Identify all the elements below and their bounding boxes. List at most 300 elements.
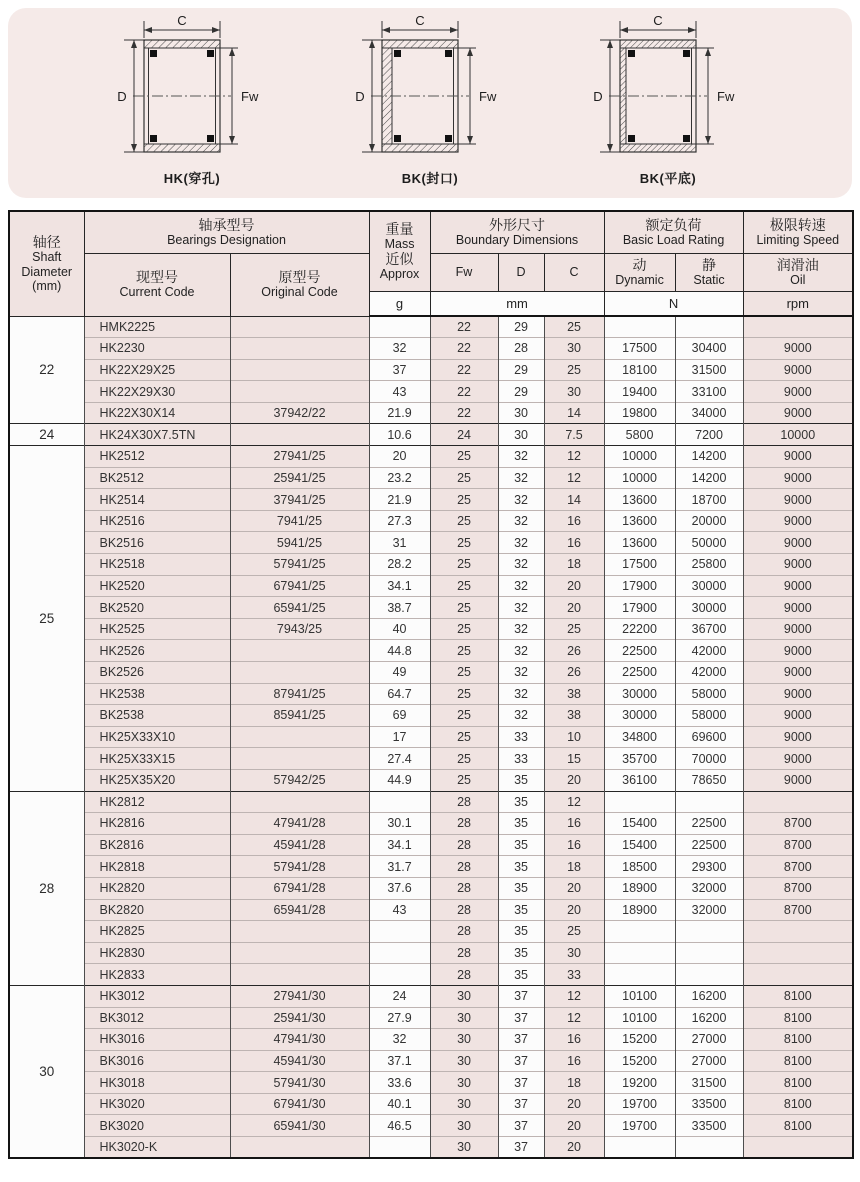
bearing-section-bk-sealed-drawing	[324, 14, 536, 172]
table-row	[9, 381, 853, 403]
c-cell: 33	[544, 964, 604, 986]
d-cell: 30	[498, 424, 544, 446]
mass-cell: 37.6	[369, 877, 430, 899]
header-shaft-en1: Shaft	[32, 250, 62, 265]
mass-cell: 64.7	[369, 683, 430, 705]
dynamic-load-cell: 15200	[604, 1050, 675, 1072]
speed-cell: 9000	[743, 769, 853, 791]
c-cell: 16	[544, 510, 604, 532]
mass-cell: 24	[369, 985, 430, 1007]
dynamic-load-cell	[604, 964, 675, 986]
c-cell: 25	[544, 359, 604, 381]
fw-cell: 22	[430, 402, 498, 424]
header-dynamic-en: Dynamic	[615, 272, 664, 287]
table-row	[9, 985, 853, 1007]
original-code-cell: 65941/25	[230, 597, 369, 619]
bearing-section-hk-drawing	[86, 14, 298, 172]
c-cell: 14	[544, 402, 604, 424]
header-mass	[369, 211, 430, 291]
fw-cell: 30	[430, 1137, 498, 1159]
original-code-cell	[230, 640, 369, 662]
table-row	[9, 726, 853, 748]
header-d: D	[498, 253, 544, 291]
dynamic-load-cell: 15400	[604, 834, 675, 856]
original-code-cell: 45941/28	[230, 834, 369, 856]
d-cell: 32	[498, 446, 544, 468]
header-static-zh: 静	[702, 256, 717, 273]
shaft-diameter-cell: 28	[9, 791, 84, 985]
header-designation	[84, 211, 369, 253]
header-shaft-en3: (mm)	[32, 278, 62, 293]
speed-cell: 9000	[743, 662, 853, 684]
c-cell: 18	[544, 1072, 604, 1094]
original-code-cell	[230, 662, 369, 684]
table-row	[9, 877, 853, 899]
original-code-cell	[230, 338, 369, 360]
mass-cell: 44.8	[369, 640, 430, 662]
dynamic-load-cell: 35700	[604, 748, 675, 770]
mass-cell: 28.2	[369, 554, 430, 576]
mass-cell: 34.1	[369, 575, 430, 597]
d-cell: 37	[498, 1050, 544, 1072]
mass-cell: 21.9	[369, 402, 430, 424]
table-body	[9, 316, 853, 1158]
speed-cell: 9000	[743, 489, 853, 511]
mass-cell: 31.7	[369, 856, 430, 878]
table-row	[9, 1007, 853, 1029]
speed-cell: 9000	[743, 575, 853, 597]
diagram-caption: BK(平底)	[639, 171, 697, 186]
original-code-cell: 57941/30	[230, 1072, 369, 1094]
dynamic-load-cell	[604, 942, 675, 964]
fw-cell: 30	[430, 1029, 498, 1051]
static-load-cell: 16200	[675, 985, 743, 1007]
static-load-cell: 33500	[675, 1115, 743, 1137]
static-load-cell: 30400	[675, 338, 743, 360]
dynamic-load-cell: 18900	[604, 877, 675, 899]
static-load-cell: 25800	[675, 554, 743, 576]
table-row	[9, 705, 853, 727]
header-dims-en: Boundary Dimensions	[455, 233, 579, 248]
original-code-cell	[230, 381, 369, 403]
d-cell: 29	[498, 316, 544, 338]
static-load-cell: 30000	[675, 575, 743, 597]
current-code-cell: BK3020	[84, 1115, 230, 1137]
diagram-banner	[8, 8, 852, 198]
current-code-cell: HK2516	[84, 510, 230, 532]
table-row	[9, 662, 853, 684]
d-cell: 32	[498, 640, 544, 662]
dynamic-load-cell	[604, 1137, 675, 1159]
header-current-en: Current Code	[119, 285, 195, 300]
header-current-zh: 现型号	[136, 269, 178, 286]
speed-cell: 9000	[743, 640, 853, 662]
table-row	[9, 532, 853, 554]
fw-cell: 30	[430, 1007, 498, 1029]
current-code-cell: HK25X35X20	[84, 769, 230, 791]
mass-cell	[369, 964, 430, 986]
table-row	[9, 834, 853, 856]
c-cell: 16	[544, 532, 604, 554]
current-code-cell: HK2818	[84, 856, 230, 878]
current-code-cell: HK24X30X7.5TN	[84, 424, 230, 446]
dynamic-load-cell: 22200	[604, 618, 675, 640]
mass-cell: 34.1	[369, 834, 430, 856]
fw-cell: 30	[430, 1072, 498, 1094]
fw-cell: 30	[430, 1115, 498, 1137]
static-load-cell: 42000	[675, 662, 743, 684]
current-code-cell: HK2230	[84, 338, 230, 360]
d-cell: 32	[498, 597, 544, 619]
c-cell: 16	[544, 1029, 604, 1051]
dim-label-c: C	[415, 14, 425, 28]
c-cell: 16	[544, 813, 604, 835]
fw-cell: 25	[430, 446, 498, 468]
speed-cell: 8100	[743, 1072, 853, 1094]
original-code-cell: 37941/25	[230, 489, 369, 511]
c-cell: 12	[544, 1007, 604, 1029]
speed-cell: 9000	[743, 381, 853, 403]
d-cell: 33	[498, 748, 544, 770]
d-cell: 35	[498, 791, 544, 813]
fw-cell: 28	[430, 899, 498, 921]
d-cell: 35	[498, 921, 544, 943]
fw-cell: 28	[430, 877, 498, 899]
dynamic-load-cell: 17900	[604, 597, 675, 619]
dynamic-load-cell: 22500	[604, 640, 675, 662]
fw-cell: 28	[430, 791, 498, 813]
mass-cell: 33.6	[369, 1072, 430, 1094]
mass-cell: 38.7	[369, 597, 430, 619]
current-code-cell: HK3018	[84, 1072, 230, 1094]
mass-cell: 43	[369, 381, 430, 403]
d-cell: 37	[498, 985, 544, 1007]
header-original-zh: 原型号	[278, 269, 321, 286]
static-load-cell: 18700	[675, 489, 743, 511]
table-row	[9, 921, 853, 943]
fw-cell: 22	[430, 338, 498, 360]
d-cell: 28	[498, 338, 544, 360]
current-code-cell: HK3020	[84, 1093, 230, 1115]
d-cell: 35	[498, 813, 544, 835]
current-code-cell: HK22X29X30	[84, 381, 230, 403]
dim-label-fw: Fw	[717, 89, 735, 104]
dynamic-load-cell: 15200	[604, 1029, 675, 1051]
c-cell: 20	[544, 877, 604, 899]
table-row	[9, 1115, 853, 1137]
mass-cell: 23.2	[369, 467, 430, 489]
static-load-cell: 16200	[675, 1007, 743, 1029]
d-cell: 35	[498, 769, 544, 791]
mass-cell	[369, 1137, 430, 1159]
header-dynamic-zh: 动	[632, 256, 647, 273]
static-load-cell: 31500	[675, 359, 743, 381]
speed-cell	[743, 791, 853, 813]
header-dynamic	[604, 253, 675, 291]
table-row	[9, 359, 853, 381]
original-code-cell: 7943/25	[230, 618, 369, 640]
original-code-cell	[230, 316, 369, 338]
c-cell: 14	[544, 489, 604, 511]
table-row	[9, 942, 853, 964]
mass-cell: 40.1	[369, 1093, 430, 1115]
c-cell: 15	[544, 748, 604, 770]
c-cell: 38	[544, 705, 604, 727]
c-cell: 18	[544, 554, 604, 576]
original-code-cell: 25941/25	[230, 467, 369, 489]
current-code-cell: HK2520	[84, 575, 230, 597]
current-code-cell: HK2816	[84, 813, 230, 835]
dim-label-d: D	[355, 89, 365, 104]
fw-cell: 25	[430, 662, 498, 684]
header-dims-zh: 外形尺寸	[489, 217, 546, 234]
dynamic-load-cell: 22500	[604, 662, 675, 684]
speed-cell	[743, 942, 853, 964]
c-cell: 16	[544, 1050, 604, 1072]
current-code-cell: HK3016	[84, 1029, 230, 1051]
fw-cell: 22	[430, 359, 498, 381]
dynamic-load-cell: 19700	[604, 1115, 675, 1137]
mass-cell: 30.1	[369, 813, 430, 835]
speed-cell	[743, 921, 853, 943]
header-designation-en: Bearings Designation	[167, 233, 286, 248]
speed-cell: 10000	[743, 424, 853, 446]
c-cell: 12	[544, 446, 604, 468]
static-load-cell	[675, 942, 743, 964]
mass-cell: 27.4	[369, 748, 430, 770]
c-cell: 25	[544, 921, 604, 943]
fw-cell: 22	[430, 316, 498, 338]
speed-cell: 9000	[743, 532, 853, 554]
dynamic-load-cell: 15400	[604, 813, 675, 835]
mass-cell: 27.9	[369, 1007, 430, 1029]
d-cell: 32	[498, 662, 544, 684]
speed-cell: 8700	[743, 856, 853, 878]
table-row	[9, 489, 853, 511]
c-cell: 20	[544, 597, 604, 619]
mass-cell: 37	[369, 359, 430, 381]
table-row	[9, 964, 853, 986]
mass-cell: 21.9	[369, 489, 430, 511]
dynamic-load-cell: 18100	[604, 359, 675, 381]
speed-cell: 9000	[743, 683, 853, 705]
header-current-code	[84, 253, 230, 316]
dynamic-load-cell: 13600	[604, 510, 675, 532]
current-code-cell: BK2538	[84, 705, 230, 727]
fw-cell: 28	[430, 942, 498, 964]
bearing-spec-table	[8, 210, 854, 1159]
static-load-cell: 14200	[675, 467, 743, 489]
d-cell: 37	[498, 1007, 544, 1029]
dynamic-load-cell	[604, 316, 675, 338]
mass-cell	[369, 316, 430, 338]
fw-cell: 25	[430, 532, 498, 554]
dynamic-load-cell: 17500	[604, 338, 675, 360]
c-cell: 20	[544, 769, 604, 791]
fw-cell: 25	[430, 489, 498, 511]
d-cell: 35	[498, 964, 544, 986]
header-static	[675, 253, 743, 291]
speed-cell: 9000	[743, 402, 853, 424]
header-fw: Fw	[430, 253, 498, 291]
original-code-cell: 65941/30	[230, 1115, 369, 1137]
mass-cell: 43	[369, 899, 430, 921]
current-code-cell: HK2512	[84, 446, 230, 468]
speed-cell	[743, 1137, 853, 1159]
original-code-cell: 5941/25	[230, 532, 369, 554]
original-code-cell: 47941/28	[230, 813, 369, 835]
fw-cell: 28	[430, 813, 498, 835]
dynamic-load-cell: 5800	[604, 424, 675, 446]
speed-cell: 8700	[743, 899, 853, 921]
fw-cell: 25	[430, 683, 498, 705]
d-cell: 32	[498, 510, 544, 532]
fw-cell: 30	[430, 1093, 498, 1115]
c-cell: 38	[544, 683, 604, 705]
d-cell: 32	[498, 532, 544, 554]
current-code-cell: HK2830	[84, 942, 230, 964]
mass-cell: 32	[369, 338, 430, 360]
c-cell: 20	[544, 575, 604, 597]
fw-cell: 28	[430, 921, 498, 943]
current-code-cell: HMK2225	[84, 316, 230, 338]
header-static-en: Static	[693, 272, 725, 287]
d-cell: 35	[498, 899, 544, 921]
fw-cell: 22	[430, 381, 498, 403]
original-code-cell	[230, 921, 369, 943]
dynamic-load-cell: 10100	[604, 1007, 675, 1029]
header-limiting-speed	[743, 211, 853, 253]
c-cell: 12	[544, 467, 604, 489]
current-code-cell: HK2812	[84, 791, 230, 813]
original-code-cell: 85941/25	[230, 705, 369, 727]
d-cell: 32	[498, 618, 544, 640]
table-row	[9, 683, 853, 705]
dynamic-load-cell: 10100	[604, 985, 675, 1007]
dynamic-load-cell: 18500	[604, 856, 675, 878]
speed-cell: 9000	[743, 359, 853, 381]
current-code-cell: HK3012	[84, 985, 230, 1007]
speed-cell: 9000	[743, 597, 853, 619]
static-load-cell: 31500	[675, 1072, 743, 1094]
current-code-cell: HK25X33X15	[84, 748, 230, 770]
speed-cell: 8100	[743, 985, 853, 1007]
static-load-cell: 32000	[675, 877, 743, 899]
fw-cell: 25	[430, 467, 498, 489]
header-mass-en: Mass	[384, 236, 415, 251]
d-cell: 37	[498, 1093, 544, 1115]
header-c: C	[544, 253, 604, 291]
static-load-cell: 27000	[675, 1050, 743, 1072]
static-load-cell: 7200	[675, 424, 743, 446]
table-row	[9, 575, 853, 597]
current-code-cell: HK25X33X10	[84, 726, 230, 748]
static-load-cell: 22500	[675, 813, 743, 835]
table-row	[9, 597, 853, 619]
d-cell: 32	[498, 683, 544, 705]
speed-cell: 9000	[743, 726, 853, 748]
original-code-cell: 67941/25	[230, 575, 369, 597]
fw-cell: 25	[430, 554, 498, 576]
static-load-cell	[675, 791, 743, 813]
fw-cell: 24	[430, 424, 498, 446]
d-cell: 32	[498, 467, 544, 489]
table-row	[9, 1050, 853, 1072]
speed-cell: 9000	[743, 554, 853, 576]
table-row	[9, 769, 853, 791]
static-load-cell: 36700	[675, 618, 743, 640]
original-code-cell: 37942/22	[230, 402, 369, 424]
original-code-cell	[230, 791, 369, 813]
static-load-cell: 27000	[675, 1029, 743, 1051]
mass-cell: 10.6	[369, 424, 430, 446]
current-code-cell: HK2820	[84, 877, 230, 899]
dynamic-load-cell	[604, 791, 675, 813]
diagram-bk-sealed	[324, 14, 536, 187]
mass-cell: 46.5	[369, 1115, 430, 1137]
original-code-cell: 25941/30	[230, 1007, 369, 1029]
header-speed-en: Limiting Speed	[756, 233, 840, 248]
fw-cell: 25	[430, 575, 498, 597]
speed-cell: 9000	[743, 446, 853, 468]
mass-cell: 20	[369, 446, 430, 468]
d-cell: 32	[498, 554, 544, 576]
original-code-cell: 45941/30	[230, 1050, 369, 1072]
table-row	[9, 446, 853, 468]
original-code-cell: 65941/28	[230, 899, 369, 921]
d-cell: 30	[498, 402, 544, 424]
original-code-cell	[230, 424, 369, 446]
c-cell: 12	[544, 791, 604, 813]
table-row	[9, 1029, 853, 1051]
static-load-cell	[675, 1137, 743, 1159]
d-cell: 37	[498, 1137, 544, 1159]
header-load-zh: 额定负荷	[645, 217, 702, 234]
original-code-cell: 57941/28	[230, 856, 369, 878]
table-row	[9, 338, 853, 360]
speed-cell	[743, 964, 853, 986]
dynamic-load-cell	[604, 921, 675, 943]
speed-cell: 9000	[743, 338, 853, 360]
static-load-cell	[675, 964, 743, 986]
mass-cell: 37.1	[369, 1050, 430, 1072]
original-code-cell: 27941/25	[230, 446, 369, 468]
header-load-en: Basic Load Rating	[622, 233, 725, 248]
original-code-cell: 67941/28	[230, 877, 369, 899]
shaft-diameter-cell: 22	[9, 316, 84, 424]
original-code-cell: 57942/25	[230, 769, 369, 791]
current-code-cell: BK2816	[84, 834, 230, 856]
static-load-cell: 20000	[675, 510, 743, 532]
shaft-diameter-cell: 24	[9, 424, 84, 446]
c-cell: 12	[544, 985, 604, 1007]
current-code-cell: HK2526	[84, 640, 230, 662]
diagram-caption: HK(穿孔)	[163, 171, 221, 186]
original-code-cell: 57941/25	[230, 554, 369, 576]
speed-cell: 8100	[743, 1007, 853, 1029]
unit-g: g	[369, 291, 430, 316]
fw-cell: 25	[430, 705, 498, 727]
header-designation-zh: 轴承型号	[198, 217, 255, 234]
dim-label-fw: Fw	[479, 89, 497, 104]
speed-cell: 9000	[743, 618, 853, 640]
header-oil	[743, 253, 853, 291]
d-cell: 35	[498, 942, 544, 964]
header-original-code	[230, 253, 369, 316]
shaft-diameter-cell: 25	[9, 446, 84, 792]
mass-cell: 31	[369, 532, 430, 554]
fw-cell: 25	[430, 618, 498, 640]
